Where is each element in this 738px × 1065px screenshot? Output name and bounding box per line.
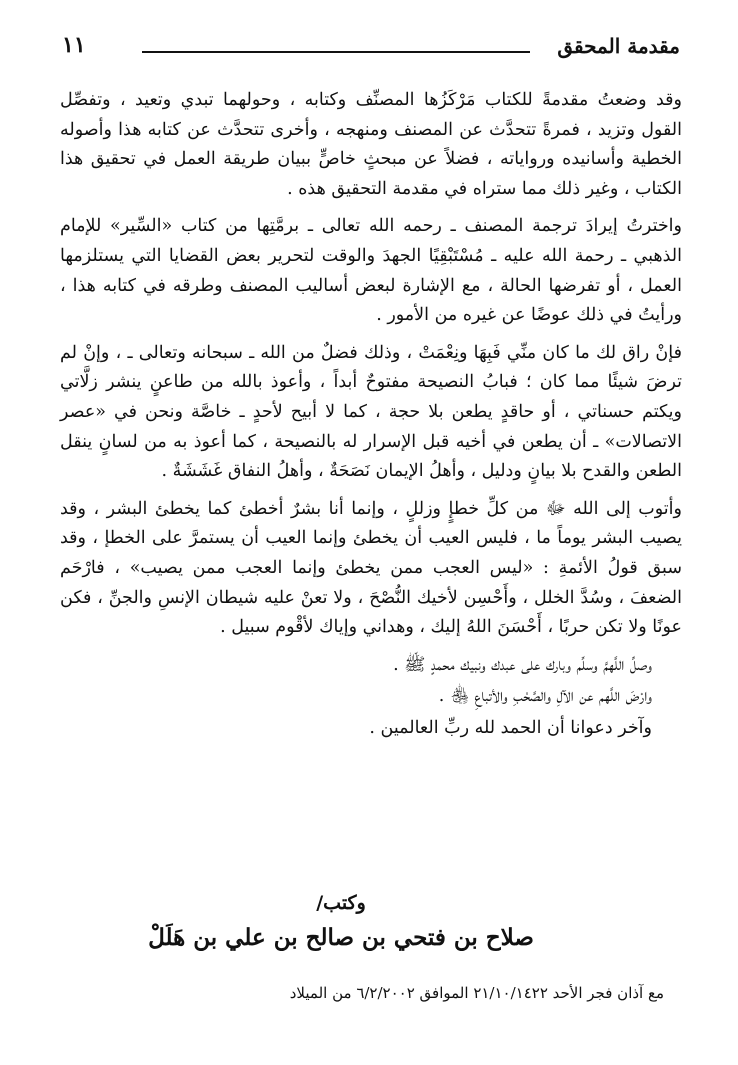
page-number: ١١	[62, 32, 86, 58]
paragraph-introduction: وقد وضعتُ مقدمةً للكتاب مَرْكَزُها المصنِّف وكتابه ، وحولهما تبدي وتعيد ، وتفصِّل القول وتزيد ، فمرةً تتحدَّث عن المصنف ومنهجه ، وأخرى تتحدَّث عن كتابه هذا وأصوله الخطية وأسانيده ورواياته ، فضلاً عن مبحثٍ خاصٍّ ببيان طريقة العمل في تحقيق هذا الكتاب ، وغير ذلك مما ستراه في مقدمة التحقيق هذه .	[60, 90, 682, 199]
closing-prayer-3: وآخر دعوانا أن الحمد لله ربِّ العالمين .	[369, 717, 652, 738]
closing-prayer-1: وصلِّ اللَّهمَّ وسلِّم وبارك على عبدك ونبيك محمدٍ ﷺ .	[393, 654, 652, 675]
author-name: صلاح بن فتحي بن صالح بن علي بن هَلَلْ	[148, 924, 534, 951]
page-title: مقدمة المحقق	[557, 34, 680, 58]
date-line: مع آذان فجر الأحد ٢١/١٠/١٤٢٢ الموافق ٦/٢/٢٠٠٢ من الميلاد	[289, 984, 664, 1002]
closing-prayer-2: وارْضَ اللَّهم عن الآلِ والصَّحْبِ والأتباعِ ﵃ .	[438, 686, 652, 707]
paragraph-repentance: وأتوب إلى الله ﷻ من كلِّ خطإٍ وزللٍ ، وإنما أنا بشرٌ أخطئ كما يخطئ البشر ، وقد يصيب البشر يوماً ما ، فليس العيب أن يخطئ وإنما العيب أن يستمرَّ على الخطإ ، وقد سبق قولُ الأئمةِ : «ليس العجب ممن يخطئ وإنما العجب ممن يصيب» ، فارْحَم الضعفَ ، وسُدَّ الخلل ، وأَحْسِن لأخيك النُّصْحَ ، ولا تعنْ عليه شيطان الإنسِ والجنِّ ، فكن عونًا ولا تكن حربًا ، أَحْسَنَ اللهُ إليك ، وهداني وإياك لأقْوم سبيل .	[60, 498, 682, 638]
header-rule	[142, 51, 530, 53]
body-text	[60, 86, 682, 745]
paragraph-biography: واخترتُ إيرادَ ترجمة المصنف ـ رحمه الله تعالى ـ برمَّتِها من كتاب «السِّير» للإمام الذهبي ـ رحمة الله عليه ـ مُسْتَبْقِيًا الجهدَ والوقت لتحرير بعض القضايا التي يستلزمها العمل ، أو تفرضها الحالة ، مع الإشارة لبعض أساليب المصنف وطرقه في كتابه هذا ، ورأيتُ في ذلك عوضًا عن غيره من الأمور .	[60, 216, 682, 326]
paragraph-advice: فإنْ راق لك ما كان منِّي فَبِهَا ونِعْمَتْ ، وذلك فضلٌ من الله ـ سبحانه وتعالى ـ ، وإنْ لم ترضَ شيئًا مما كان ؛ فبابُ النصيحة مفتوحٌ أبداً ، وأعوذ بالله من طاعنٍ ينشر زلَّاتي ويكتم حسناتي ، أو حاقدٍ يطعن بلا حجة ، كما لا أبيح لأحدٍ ـ خاصَّة ونحن في «عصر الاتصالات» ـ أن يطعن في أخيه قبل الإسرار له بالنصيحة ، كما أعوذ به من لسانٍ ينقل الطعن والقدح بلا بيانٍ ودليل ، وأهلُ الإيمان نَصَحَةٌ ، وأهلُ النفاق غَشَشَةٌ .	[60, 342, 682, 482]
signature-label: وكتب/	[316, 892, 366, 914]
signature-block	[60, 892, 682, 951]
page-header	[62, 30, 680, 66]
